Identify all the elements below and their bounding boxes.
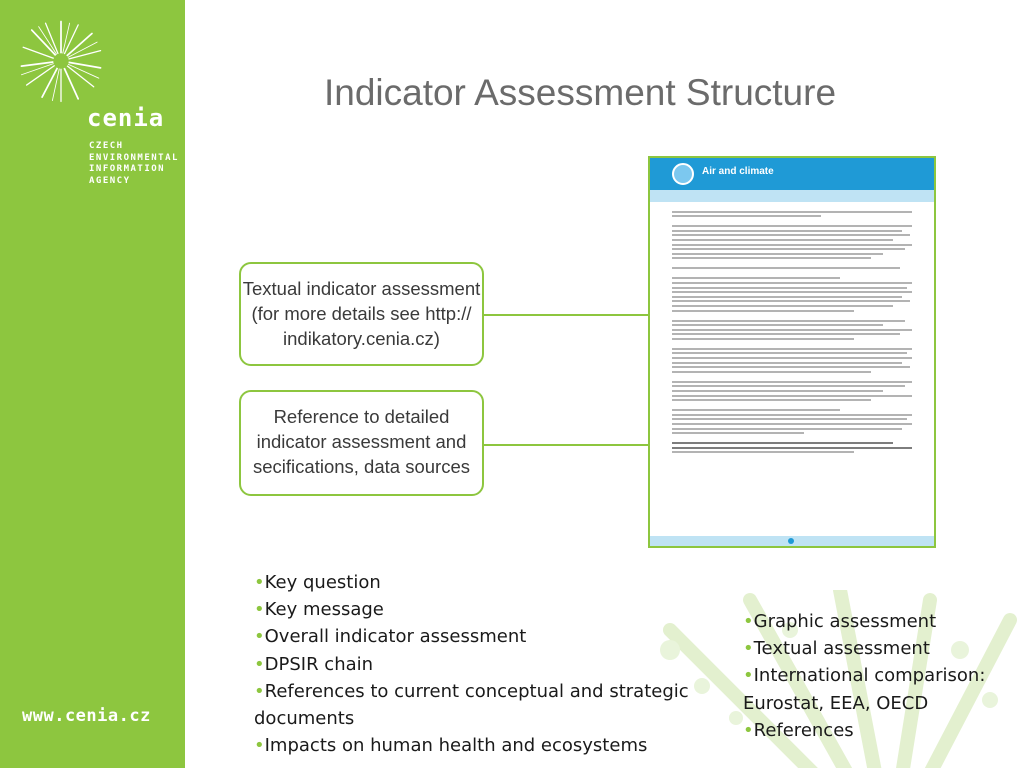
document-header-strip — [650, 190, 934, 202]
document-text-line — [672, 371, 871, 373]
bullet-icon: • — [254, 572, 265, 593]
bullet-icon: • — [743, 638, 754, 660]
document-text-line — [672, 310, 854, 312]
document-text-line — [672, 357, 912, 359]
bullet-icon: • — [743, 719, 754, 741]
document-text-line — [672, 296, 902, 298]
document-header-title: Air and climate — [702, 166, 774, 177]
document-text-line — [672, 333, 900, 335]
page-marker-icon — [788, 538, 794, 544]
bullet-icon: • — [743, 665, 754, 687]
callout-connector — [484, 314, 648, 316]
callout-connector — [484, 444, 648, 446]
document-body-text — [672, 208, 912, 453]
bullet-icon: • — [254, 735, 265, 757]
document-text-line — [672, 324, 883, 326]
tagline-line: INFORMATION — [89, 164, 166, 174]
document-header — [650, 158, 934, 190]
list-item: •Textual assessment — [743, 638, 930, 660]
callout-line: secifications, data sources — [253, 456, 470, 477]
document-text-line — [672, 399, 871, 401]
document-text-line — [672, 267, 900, 269]
air-icon — [672, 163, 694, 185]
document-text-line — [672, 305, 893, 307]
list-item: •DPSIR chain — [254, 653, 374, 675]
document-text-line — [672, 211, 912, 213]
document-text-line — [672, 395, 912, 397]
list-item: •References — [743, 719, 854, 741]
reference-callout — [239, 390, 484, 496]
textual-assessment-callout — [239, 262, 484, 366]
document-text-line — [672, 234, 910, 236]
document-text-line — [672, 381, 912, 383]
bullet-icon: • — [254, 680, 265, 702]
document-text-line — [672, 352, 907, 354]
callout-line: Reference to detailed — [273, 406, 450, 427]
bullet-icon: • — [254, 653, 265, 675]
document-text-line — [672, 414, 912, 416]
brand-tagline — [89, 141, 179, 187]
document-text-line — [672, 329, 912, 331]
document-text-line — [672, 239, 893, 241]
indicator-document-thumbnail — [648, 156, 936, 548]
document-text-line — [672, 447, 912, 449]
document-text-line — [672, 442, 893, 444]
brand-name: cenia — [87, 104, 165, 132]
list-item: •International comparison: Eurostat, EEA, OECD — [743, 665, 986, 714]
list-item: •Overall indicator assessment — [254, 626, 527, 648]
document-text-line — [672, 451, 854, 453]
document-text-line — [672, 385, 905, 387]
document-text-line — [672, 366, 910, 368]
indicator-contents-list — [254, 569, 714, 759]
document-text-line — [672, 244, 912, 246]
document-text-line — [672, 300, 910, 302]
cenia-sunburst-logo — [18, 18, 104, 104]
document-text-line — [672, 423, 912, 425]
document-text-line — [672, 362, 902, 364]
bullet-icon: • — [743, 611, 754, 632]
bullet-icon: • — [254, 626, 265, 648]
list-item: •Key question — [254, 572, 381, 593]
list-item: •Impacts on human health and ecosystems — [254, 735, 648, 757]
document-text-line — [672, 248, 905, 250]
website-url: www.cenia.cz — [22, 706, 151, 726]
document-text-line — [672, 390, 883, 392]
document-text-line — [672, 225, 912, 227]
list-item: •References to current conceptual and strategic documents — [254, 680, 689, 730]
tagline-line: ENVIRONMENTAL — [89, 152, 179, 163]
document-text-line — [672, 409, 840, 411]
assessment-contents-list — [743, 608, 1008, 744]
document-text-line — [672, 253, 883, 255]
document-text-line — [672, 291, 912, 293]
slide-title: Indicator Assessment Structure — [323, 72, 837, 113]
document-text-line — [672, 418, 907, 420]
document-text-line — [672, 277, 840, 279]
document-text-line — [672, 287, 907, 289]
document-text-line — [672, 257, 871, 259]
document-text-line — [672, 432, 804, 434]
document-text-line — [672, 428, 902, 430]
tagline-line: AGENCY — [89, 175, 131, 186]
document-text-line — [672, 215, 821, 217]
callout-line: (for more details see http:// — [251, 303, 472, 324]
tagline-line: CZECH — [89, 141, 124, 151]
document-text-line — [672, 338, 854, 340]
document-text-line — [672, 320, 905, 322]
brand-sidebar — [0, 0, 185, 768]
document-text-line — [672, 282, 912, 284]
document-footer — [650, 536, 934, 546]
list-item: •Graphic assessment — [743, 611, 937, 632]
list-item: •Key message — [254, 599, 384, 621]
callout-line: indikatory.cenia.cz) — [283, 328, 440, 349]
document-text-line — [672, 348, 912, 350]
callout-line: indicator assessment and — [256, 431, 467, 452]
document-text-line — [672, 230, 902, 232]
callout-line: Textual indicator assessment — [242, 278, 481, 299]
bullet-icon: • — [254, 599, 265, 621]
